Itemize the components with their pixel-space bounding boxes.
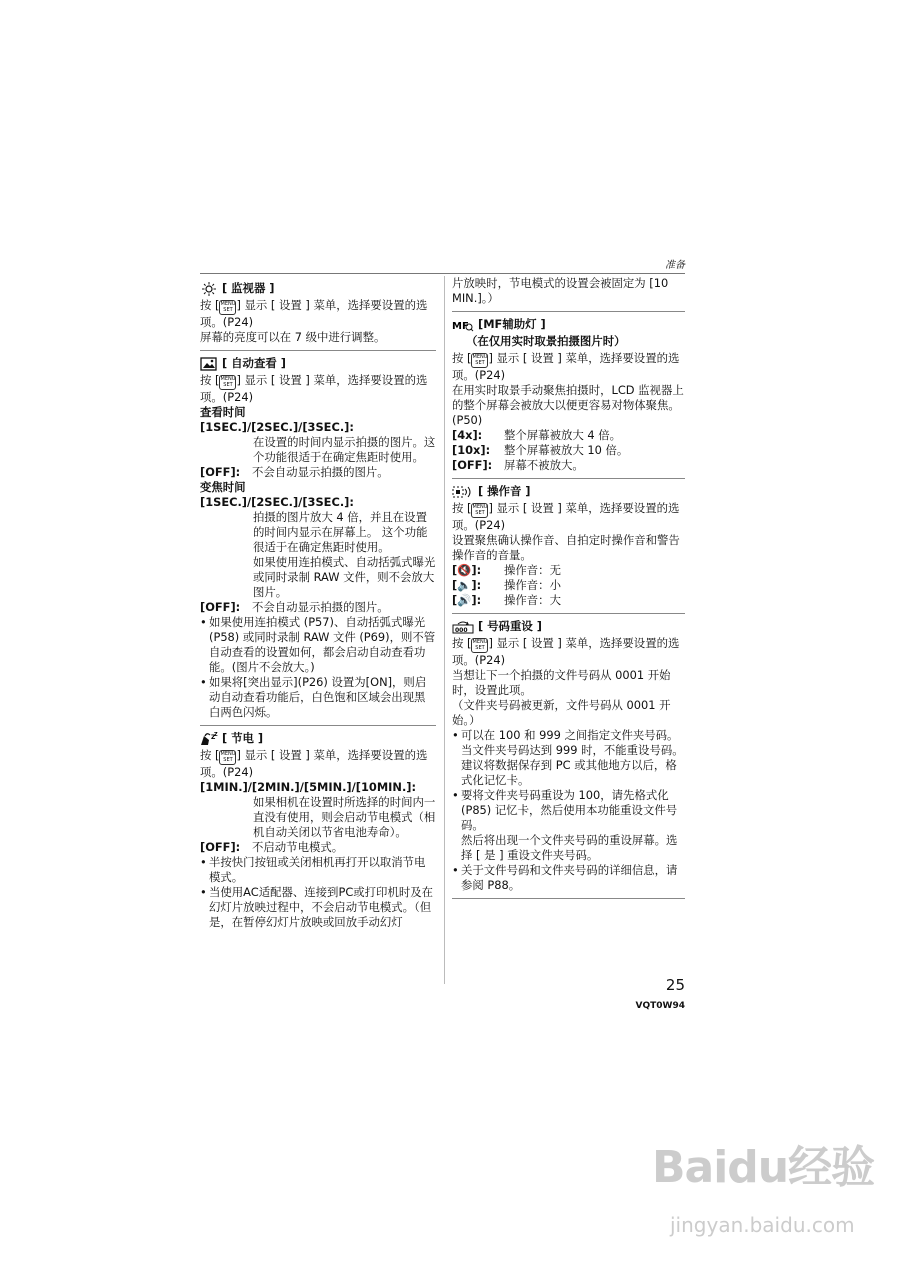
number-reset-section: [452, 613, 685, 899]
page-number: 25: [665, 976, 685, 994]
review-time-desc: 在设置的时间内显示拍摄的图片。这个功能很适于在确定焦距时使用。: [253, 435, 436, 464]
mf-row-off: [452, 458, 685, 473]
mf-row-10x: [452, 443, 685, 458]
mf-row-4x: [452, 428, 685, 443]
reset-title: [ 号码重设 ]: [478, 619, 542, 633]
reset-desc-2: （文件夹号码被更新，文件号码从 0001 开始。）: [452, 698, 671, 727]
menu-text: ] 显示 [ 设置 ] 菜单，选择要设置的选项。(P24): [200, 298, 428, 329]
menu-set-button-icon: MENU SET: [472, 504, 488, 516]
continued-text: 片放映时，节电模式的设置会被固定为 [10 MIN.]。）: [452, 276, 669, 305]
mf-title-row: [452, 317, 685, 332]
brightness-icon: [200, 282, 218, 296]
svg-text:Z: Z: [214, 731, 218, 738]
zoom-time-heading: 变焦时间: [200, 480, 246, 494]
power-title-row: [200, 731, 436, 746]
column-divider: [444, 276, 445, 984]
power-options: [1MIN.]/[2MIN.]/[5MIN.]/[10MIN.]:: [200, 780, 417, 794]
off-key: [OFF]:: [200, 840, 241, 854]
off-desc: 不会自动显示拍摄的图片。: [252, 465, 389, 479]
option-desc: 操作音：小: [504, 578, 561, 592]
zoom-time-options: [1SEC.]/[2SEC.]/[3SEC.]:: [200, 495, 354, 509]
off-desc: 不启动节电模式。: [252, 840, 344, 854]
beep-instruction: 按 [MENU SET ] 显示 [ 设置 ] 菜单，选择要设置的选项。(P24): [452, 501, 680, 532]
beep-title-row: [452, 484, 685, 499]
mf-assist-section: [452, 311, 685, 478]
monitor-instruction: [200, 298, 436, 330]
option-desc: 整个屏幕被放大 10 倍。: [504, 443, 629, 457]
autoreview-section: [200, 350, 436, 725]
mf-assist-icon: [452, 318, 474, 332]
beep-title: [ 操作音 ]: [478, 484, 531, 498]
reset-note-1: • 可以在 100 和 999 之间指定文件夹号码。当文件夹号码达到 999 时，不能重设号码。 建议将数据保存到 PC 或其他地方以后，格式化记忆卡。: [452, 728, 685, 788]
document-code: VQT0W94: [635, 1001, 685, 1011]
menu-set-button-icon: MENU SET: [472, 354, 488, 366]
review-time-options: [1SEC.]/[2SEC.]/[3SEC.]:: [200, 420, 354, 434]
autoreview-title-row: [200, 356, 436, 371]
reset-note-2: • 要将文件夹号码重设为 100，请先格式化 (P85) 记忆卡，然后使用本功能重设文件号码。: [452, 788, 685, 833]
mf-title: [MF辅助灯 ]: [478, 317, 546, 331]
reset-desc-1: 当想让下一个拍摄的文件号码从 0001 开始时，设置此项。: [452, 668, 671, 697]
auto-review-icon: [200, 357, 218, 371]
power-save-icon: [200, 732, 218, 746]
option-desc: 屏幕不被放大。: [504, 458, 584, 472]
svg-text:000: 000: [455, 626, 468, 634]
beep-row-mute: [452, 563, 685, 578]
autoreview-title: [ 自动查看 ]: [222, 356, 286, 370]
svg-text:Z: Z: [211, 733, 216, 741]
speaker-mute-icon: [🔇]:: [452, 563, 482, 577]
power-instruction: 按 [MENU SET ] 显示 [ 设置 ] 菜单，选择要设置的选项。(P24): [200, 748, 428, 779]
off-key: [OFF]:: [200, 600, 241, 614]
beep-row-high: [452, 593, 685, 608]
speaker-high-icon: [🔊]:: [452, 593, 482, 607]
power-note-1: • 半按快门按钮或关闭相机再打开以取消节电模式。: [200, 855, 436, 885]
option-key: [10x]:: [452, 443, 491, 457]
review-time-heading: 查看时间: [200, 405, 246, 419]
autoreview-note-2: • 如果将[突出显示](P26) 设置为[ON]，则启动自动查看功能后，白色饱和区域会出现黑白两色闪烁。: [200, 675, 436, 720]
menu-set-button-icon: MENU SET: [220, 301, 236, 313]
menu-set-button-icon: MENU SET: [472, 639, 488, 651]
svg-text:MF: MF: [452, 320, 469, 332]
option-desc: 操作音：无: [504, 563, 561, 577]
option-key: [4x]:: [452, 428, 483, 442]
zoom-time-desc2: 如果使用连拍模式、自动括弧式曝光或同时录制 RAW 文件，则不会放大图片。: [253, 555, 436, 599]
press-text: 按 [: [200, 298, 220, 312]
power-title: [ 节电 ]: [222, 731, 264, 745]
power-off-row: [200, 840, 436, 855]
menu-set-button-icon: MENU SET: [220, 376, 236, 388]
autoreview-note-1: • 如果使用连拍模式 (P57)、自动括弧式曝光 (P58) 或同时录制 RAW 文件 (P69)，则不管自动查看的设置如何，都会启动自动查看功能。(图片不会放大。): [200, 615, 436, 675]
baidu-watermark-url: jingyan.baidu.com: [670, 1213, 855, 1237]
option-desc: 整个屏幕被放大 4 倍。: [504, 428, 622, 442]
right-column: [452, 276, 685, 899]
top-rule: [200, 273, 685, 274]
beep-row-low: [452, 578, 685, 593]
reset-note-2b: 然后将出现一个文件夹号码的重设屏幕。选择 [ 是 ] 重设文件夹号码。: [461, 833, 678, 862]
speaker-low-icon: [🔈]:: [452, 578, 482, 592]
mf-instruction: 按 [MENU SET ] 显示 [ 设置 ] 菜单，选择要设置的选项。(P24): [452, 351, 680, 382]
mf-desc: 在用实时取景手动聚焦拍摄时，LCD 监视器上的整个屏幕会被放大以便更容易对物体聚焦。(P50): [452, 383, 684, 427]
zoom-time-desc: 拍摄的图片放大 4 倍，并且在设置的时间内显示在屏幕上。 这个功能很适于在确定焦距时使用。: [253, 510, 428, 554]
power-options-desc: 如果相机在设置时所选择的时间内一直没有使用，则会启动节电模式（相机自动关闭以节省电池寿命）。: [253, 795, 436, 839]
left-column: [200, 276, 436, 935]
option-desc: 操作音：大: [504, 593, 561, 607]
power-note-2: • 当使用AC适配器、连接到PC或打印机时及在幻灯片放映过程中，不会启动节电模式。（但是，在暂停幻灯片放映或回放手动幻灯: [200, 885, 436, 930]
beep-icon: [452, 485, 474, 499]
menu-set-button-icon: MENU SET: [220, 751, 236, 763]
monitor-section: [200, 276, 436, 350]
power-save-section: [200, 725, 436, 935]
monitor-title-row: [200, 281, 436, 296]
monitor-title: [ 监视器 ]: [222, 281, 275, 295]
mf-subtitle: （在仅用实时取景拍摄图片时）: [466, 334, 626, 348]
number-reset-icon: [452, 620, 474, 634]
baidu-watermark-logo: Baidu经验: [652, 1142, 875, 1193]
review-off-row: [200, 465, 436, 480]
reset-title-row: [452, 619, 685, 634]
zoom-off-row: [200, 600, 436, 615]
reset-note-3: • 关于文件号码和文件夹号码的详细信息，请参阅 P88。: [452, 863, 685, 893]
off-desc: 不会自动显示拍摄的图片。: [252, 600, 389, 614]
continued-text-section: [452, 276, 685, 311]
monitor-desc: 屏幕的亮度可以在 7 级中进行调整。: [200, 330, 386, 344]
autoreview-instruction: 按 [MENU SET ] 显示 [ 设置 ] 菜单，选择要设置的选项。(P24): [200, 373, 428, 404]
beep-section: [452, 478, 685, 613]
reset-instruction: 按 [MENU SET ] 显示 [ 设置 ] 菜单，选择要设置的选项。(P24): [452, 636, 680, 667]
option-key: [OFF]:: [452, 458, 493, 472]
off-key: [OFF]:: [200, 465, 241, 479]
beep-desc: 设置聚焦确认操作音、自拍定时操作音和警告操作音的音量。: [452, 533, 680, 562]
section-header: 准备: [665, 260, 685, 271]
